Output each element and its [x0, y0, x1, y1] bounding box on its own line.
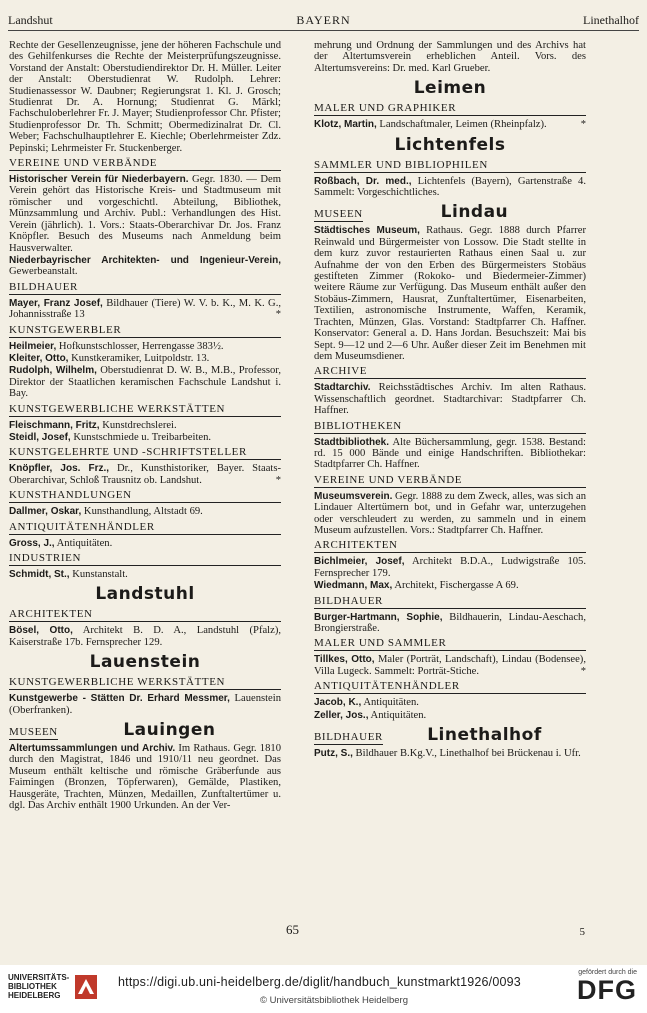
entry	[9, 298, 281, 321]
header-center: BAYERN	[296, 13, 351, 27]
entry	[314, 580, 586, 591]
entry	[314, 654, 586, 677]
star-mark: *	[580, 665, 586, 677]
dfg-logo[interactable]	[577, 969, 637, 1004]
section-heading: KUNSTGEWERBLICHE WERKSTÄTTEN	[9, 402, 281, 417]
entry	[314, 710, 586, 721]
entry-name: Gross, J.,	[9, 537, 55, 549]
entry-name: Heilmeier,	[9, 340, 57, 352]
entry-text: Maler (Porträt, Landschaft), Lindau (Bodensee), Villa Lugeck. Sammelt: Porträt-Stiche.	[314, 654, 586, 677]
city-heading: Linethalhof	[427, 725, 542, 746]
continued-paragraph: mehrung und Ordnung der Sammlungen und des Archivs hat der Altertumsverein erheblichen Anteil. Vors. des Altertumsvereins: Dr. med. Karl Grueber.	[314, 40, 586, 74]
section-heading: VEREINE UND VERBÄNDE	[9, 156, 281, 171]
section-heading: BILDHAUER	[314, 594, 586, 609]
entry-text: Kunstanstalt.	[69, 569, 128, 580]
dfg-caption: gefördert durch die	[578, 969, 637, 976]
entry-name: Historischer Verein für Niederbayern.	[9, 174, 189, 186]
city-heading-row	[9, 720, 281, 740]
left-column	[9, 40, 281, 812]
entry-name: Niederbayrischer Architekten- und Ingenieur-Verein,	[9, 254, 281, 266]
entry-name: Putz, S.,	[314, 748, 353, 760]
section-heading: KUNSTGEWERBLER	[9, 323, 281, 338]
entry-text: Oberstudienrat D. W. B., M.B., Professor, Direktor der Staatlichen keramischen Fachschule Landshut i. Bay.	[9, 365, 281, 400]
entry	[314, 697, 586, 708]
entry-name: Kleiter, Otto,	[9, 352, 69, 364]
entry	[9, 353, 281, 364]
entry-name: Stadtbibliothek.	[314, 436, 389, 448]
entry	[314, 612, 586, 635]
entry	[9, 365, 281, 399]
entry-name: Roßbach, Dr. med.,	[314, 175, 412, 187]
entry-text: Architekt B.D.A., Ludwigstraße 105. Fernsprecher 179.	[314, 556, 586, 579]
city-heading: Lichtenfels	[394, 134, 506, 155]
entry	[314, 382, 586, 416]
entry-name: Städtisches Museum,	[314, 225, 420, 237]
entry-name: Tillkes, Otto,	[314, 654, 375, 666]
entry-text: Antiquitäten.	[54, 537, 113, 549]
entry-name: Steidl, Josef,	[9, 431, 71, 443]
entry-name: Jacob, K.,	[314, 697, 362, 709]
entry	[9, 625, 281, 648]
section-heading: ANTIQUITÄTENHÄNDLER	[314, 679, 586, 694]
entry-name: Museumsverein.	[314, 490, 393, 502]
city-heading-row	[314, 725, 586, 745]
entry-text: Kunstdrechslerei.	[99, 419, 177, 431]
entry-name: Stadtarchiv.	[314, 382, 371, 394]
star-mark: *	[275, 474, 281, 486]
section-heading: BILDHAUER	[9, 280, 281, 295]
entry	[9, 569, 281, 580]
entry-text: Alte Büchersammlung, gegr. 1538. Bestand: rd. 15 000 Bände und einige Handschriften. Bibliothekar: Stadtpfarrer Ch. Haffner.	[314, 436, 586, 471]
city-heading: Lauingen	[123, 720, 216, 741]
entry	[9, 174, 281, 254]
entry-text: Antiquitäten.	[361, 697, 419, 709]
entry-text: Bildhauerin, Lindau-Aeschach, Brongierstraße.	[314, 611, 586, 634]
entry-text: Gegr. 1888 zu dem Zweck, alles, was sich an Lindauer Altertümern bot, und in Gefahr war, unterzugehen oder verschleudert zu werden, zu sammeln und in einem Museum aufzustellen. Vors.: Stadtpfarrer Ch. Haffner.	[314, 490, 586, 536]
star-mark: *	[275, 309, 281, 321]
city-heading-row	[314, 202, 586, 222]
city-heading: Leimen	[413, 78, 487, 99]
entry-text: Bildhauer (Tiere) W. V. b. K., M. K. G., Johannisstraße 13	[9, 297, 281, 321]
entry	[9, 463, 281, 486]
entry	[9, 743, 281, 811]
entry-name: Mayer, Franz Josef,	[9, 297, 103, 309]
copyright-notice: © Universitätsbibliothek Heidelberg	[260, 995, 408, 1006]
section-heading: ARCHITEKTEN	[9, 607, 281, 622]
entry-text: Gegr. 1830. — Dem Verein gehört das Historische Kreis- und Stadtmuseum mit römischer und vorgeschichtl. Abteilung, Bibliothek, Münzsammlung und Archiv. Publ.: Verhandlungen des Hist. Verein (jährlich). 1. Vors.: Staats-Oberarchivar Dr. Jos. Franz Knöpfler. Besuch des Museums nach Anmeldung beim Hausverwalter.	[9, 174, 282, 254]
entry-text: Im Rathaus. Gegr. 1810 durch den Magistrat, 1846 und 1910/11 neu geordnet. Das Museum enthält keltische und römische Gräberfunde aus Faimingen (Bronzen, Töpferwaren), Gemälde, Plastiken, Hausgeräte, Trachten, Münzen, Medaillen, Zunftaltertümer u. dgl. Das Archiv enthält 1900 Urkunden. An der Ver-	[9, 743, 281, 812]
entry-text: Antiquitäten.	[368, 709, 427, 721]
intro-paragraph: Rechte der Gesellenzeugnisse, jene der höheren Fachschule und des Gehilfenkurses die Rechte der Meisterprüfungszeugnisse. Vorstand der Anstalt: Oberstudiendirektor Dr. H. Müller. Leiter der Anstalt: Oberstudienrat W. Rudolph. Lehrer: Studienassessor W. Daubner; Regierungsrat 1. Kl. J. Grosch; Studienrat Dr. A. Hornung; Studienrat G. Märkl; Fachschuloberlehrer Fr. J. Mayer; Studienprofessor Chr. Pfister; Studienprofessor Dr. Th. Schmitt; Obermedizinalrat Dr. Cl. Weber; Fachschulhauptlehrer E. Kiechle; Oberlehrmeister Zdz. Pepinski; Lehrmeister Fr. Stuckenberger.	[9, 40, 281, 154]
entry-text: Kunsthandlung, Altstadt 69.	[81, 506, 203, 518]
entry-text: Kunstschmiede u. Treibarbeiten.	[70, 431, 212, 443]
section-heading: SAMMLER UND BIBLIOPHILEN	[314, 158, 586, 173]
entry-text: Landschaftmaler, Leimen (Rheinpfalz).	[376, 119, 547, 131]
entry-name: Zeller, Jos.,	[314, 709, 369, 721]
section-heading: KUNSTHANDLUNGEN	[9, 488, 281, 503]
entry-name: Schmidt, St.,	[9, 569, 70, 580]
section-heading: KUNSTGEWERBLICHE WERKSTÄTTEN	[9, 675, 281, 690]
entry	[314, 225, 586, 362]
signature-mark: 5	[579, 926, 585, 938]
entry-name: Dallmer, Oskar,	[9, 506, 82, 518]
section-heading: MUSEEN	[314, 208, 363, 221]
entry	[9, 693, 281, 716]
header-left: Landshut	[8, 13, 53, 27]
section-heading: MALER UND GRAPHIKER	[314, 101, 586, 116]
entry-text: Architekt B. D. A., Landstuhl (Pfalz), Kaiserstraße 17b. Fernsprecher 129.	[9, 625, 281, 648]
section-heading: BIBLIOTHEKEN	[314, 419, 586, 434]
entry-name: Burger-Hartmann, Sophie,	[314, 611, 443, 623]
library-logo[interactable]	[8, 973, 98, 1000]
entry	[314, 437, 586, 471]
entry-text: Bildhauer B.Kg.V., Linethalhof bei Brückenau i. Ufr.	[352, 748, 581, 760]
entry-name: Bösel, Otto,	[9, 625, 73, 637]
library-emblem-icon	[74, 974, 98, 1000]
section-heading: KUNSTGELEHRTE UND -SCHRIFTSTELLER	[9, 445, 281, 460]
header-right: Linethalhof	[583, 13, 639, 27]
entry-text: Reichsstädtisches Archiv. Im alten Rathaus. Wissenschaftlich geordnet. Stadtarchivar: Stadtpfarrer Ch. Haffner.	[314, 382, 586, 417]
section-heading: INDUSTRIEN	[9, 551, 281, 566]
entry-text: Kunstkeramiker, Luitpoldstr. 13.	[68, 352, 210, 364]
entry	[9, 506, 281, 517]
city-heading: Lindau	[440, 202, 509, 223]
entry	[9, 538, 281, 549]
entry-name: Altertumssammlungen und Archiv.	[9, 743, 176, 755]
section-heading: MUSEEN	[9, 726, 58, 739]
entry-name: Wiedmann, Max,	[314, 580, 393, 592]
entry-name: Rudolph, Wilhelm,	[9, 365, 97, 377]
entry	[314, 748, 586, 759]
entry	[9, 255, 281, 278]
section-heading: VEREINE UND VERBÄNDE	[314, 473, 586, 488]
entry	[314, 119, 586, 130]
section-heading: ANTIQUITÄTENHÄNDLER	[9, 520, 281, 535]
section-heading: ARCHITEKTEN	[314, 538, 586, 553]
entry	[314, 176, 586, 199]
entry	[314, 556, 586, 579]
dfg-wordmark: DFG	[577, 975, 637, 1005]
page-number: 65	[286, 922, 299, 937]
entry-name: Bichlmeier, Josef,	[314, 556, 405, 568]
entry-text: Gewerbeanstalt.	[9, 266, 78, 278]
entry-name: Knöpfler, Jos. Frz.,	[9, 463, 110, 475]
right-column	[314, 40, 586, 760]
section-heading: BILDHAUER	[314, 731, 383, 744]
entry-text: Lauenstein (Oberfranken).	[9, 693, 281, 716]
city-heading: Landstuhl	[95, 584, 195, 605]
running-header	[8, 13, 639, 31]
entry	[9, 420, 281, 431]
viewer-footer-bar	[0, 965, 647, 1013]
entry-text: Dr., Kunsthistoriker, Bayer. Staats-Oberarchivar, Schloß Trausnitz ob. Landshut.	[9, 463, 281, 486]
permalink-url[interactable]: https://digi.ub.uni-heidelberg.de/diglit/handbuch_kunstmarkt1926/0093	[118, 975, 521, 989]
entry	[9, 341, 281, 352]
entry	[314, 491, 586, 537]
entry-text: Rathaus. Gegr. 1888 durch Pfarrer Reinwald und Bürgermeister von Lossow. Die Stadt stellte in dem kurz zuvor restaurierten Rathaus einen Saal u. zur Aufnahme der von den Erben des Bürgermeisters Stobäus gestifteten Zimmer (Rokoko- und Biedermeier-Zimmer) weitere Räume zur Verfügung. Das Museum enthält außer den Stobäus-Zimmern, Hausrat, Zunftaltertümer, Eisenarbeiten, Textilien, astronomische Instrumente, Waffen, Keramik, Trachten, Münzen, Glas. Vorstand: Stadtpfarrer Ch. Haffner. Konservator: General a. D. Hans Jordan. Besuchszeit: Mai bis Sept. 9—12 und 2—6 Uhr. Außer dieser Zeit im Benehmen mit dem Museumsdiener.	[314, 225, 586, 362]
entry	[9, 432, 281, 443]
entry-text: Architekt, Fischergasse A 69.	[392, 580, 519, 592]
entry-name: Klotz, Martin,	[314, 119, 377, 131]
entry-text: Hofkunstschlosser, Herrengasse 383½.	[56, 340, 224, 352]
section-heading: ARCHIVE	[314, 364, 586, 379]
city-heading: Lauenstein	[89, 652, 201, 673]
section-heading: MALER UND SAMMLER	[314, 636, 586, 651]
library-name: UNIVERSITÄTS- BIBLIOTHEK HEIDELBERG	[8, 973, 70, 1000]
entry-name: Kunstgewerbe - Stätten Dr. Erhard Messmer,	[9, 693, 230, 705]
entry-name: Fleischmann, Fritz,	[9, 419, 100, 431]
star-mark: *	[580, 119, 586, 131]
entry-text: Lichtenfels (Bayern), Gartenstraße 4. Sammelt: Vorgeschichtliches.	[314, 175, 586, 199]
